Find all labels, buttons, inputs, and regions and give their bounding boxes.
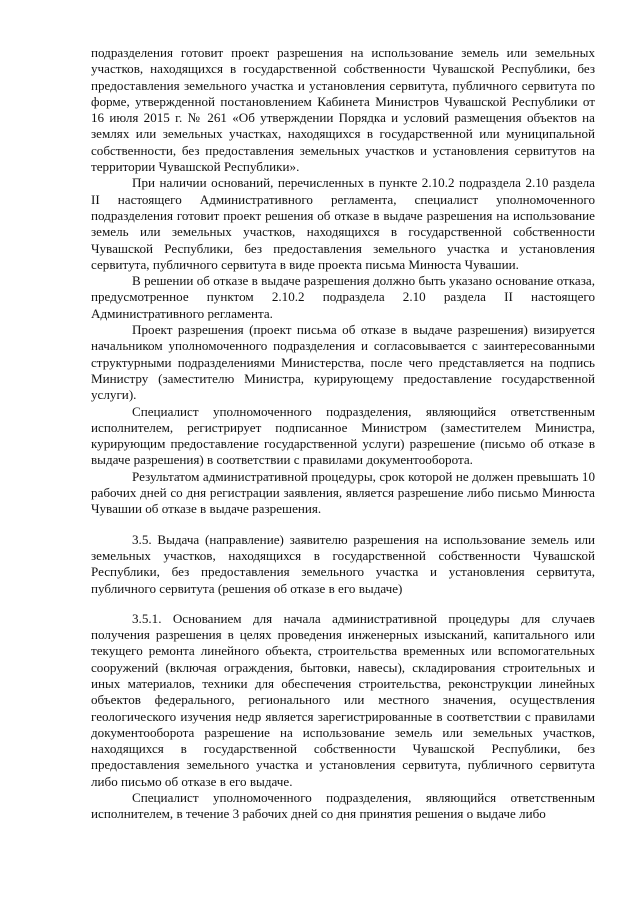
section-spacer bbox=[91, 597, 595, 611]
section-spacer bbox=[91, 518, 595, 532]
paragraph-refusal-reason: В решении об отказе в выдаче разрешения должно быть указано основание отказа, предусмотренное пунктом 2.10.2 подраздела 2.10 раздела II настоящего Административного регламента. bbox=[91, 273, 595, 321]
paragraph-3-5-1: 3.5.1. Основанием для начала административной процедуры для случаев получения разрешения в целях проведения инженерных изысканий, капитального или текущего ремонта линейного объекта, строительства временных или вспомогательных сооружений (включая ограждения, бытовки, навесы), складирования строительных и иных материалов, техники для обеспечения строительства, реконструкции линейных объектов федерального, регионального или местного значения, осуществления геологического изучения недр является зарегистрированные в соответствии с правилами документооборота разрешение на использование земель или земельных участков, находящихся в государственной собственности Чувашской Республики, без предоставления земельного участка и установления сервитута, публичного сервитута либо письмо об отказе в его выдаче. bbox=[91, 610, 595, 789]
paragraph-specialist: Специалист уполномоченного подразделения, являющийся ответственным исполнителем, в течение 3 рабочих дней со дня принятия решения о выдаче либо bbox=[91, 790, 595, 822]
paragraph-refusal-grounds: При наличии оснований, перечисленных в пункте 2.10.2 подраздела 2.10 раздела II настоящего Административного регламента, специалист уполномоченного подразделения готовит проект решения об отказе в выдаче разрешения на использование земель или земельных участков, находящихся в государственной собственности Чувашской Республики, без предоставления земельного участка и установления сервитута, публичного сервитута в виде проекта письма Минюста Чувашии. bbox=[91, 175, 595, 272]
paragraph-approval: Проект разрешения (проект письма об отказе в выдаче разрешения) визируется начальником уполномоченного подразделения и согласовывается с заинтересованными структурными подразделениями Министерства, после чего представляется на подпись Министру (заместителю Министра, курирующему предоставление государственной услуги). bbox=[91, 322, 595, 403]
paragraph-registration: Специалист уполномоченного подразделения, являющийся ответственным исполнителем, регистрирует подписанное Министром (заместителем Министра, курирующим предоставление государственной услуги) разрешение (письмо об отказе в выдаче разрешения) в соответствии с правилами документооборота. bbox=[91, 403, 595, 468]
document-body bbox=[91, 45, 595, 823]
paragraph-continuation: подразделения готовит проект разрешения на использование земель или земельных участков, находящихся в государственной собственности Чувашской Республики, без предоставления земельного участка и установления сервитута, публичного сервитута по форме, утвержденной постановлением Кабинета Министров Чувашской Республики от 16 июля 2015 г. № 261 «Об утверждении Порядка и условий размещения объектов на землях или земельных участках, находящихся в государственной или муниципальной собственности, без предоставления земельных участков и установления сервитутов на территории Чувашской Республики». bbox=[91, 45, 595, 175]
paragraph-result: Результатом административной процедуры, срок которой не должен превышать 10 рабочих дней со дня регистрации заявления, является разрешение либо письмо Минюста Чувашии об отказе в выдаче разрешения. bbox=[91, 468, 595, 517]
section-heading-3-5: 3.5. Выдача (направление) заявителю разрешения на использование земель или земельных участков, находящихся в государственной собственности Чувашской Республики, без предоставления земельного участка и установления сервитута, публичного сервитута (решения об отказе в его выдаче) bbox=[91, 531, 595, 596]
